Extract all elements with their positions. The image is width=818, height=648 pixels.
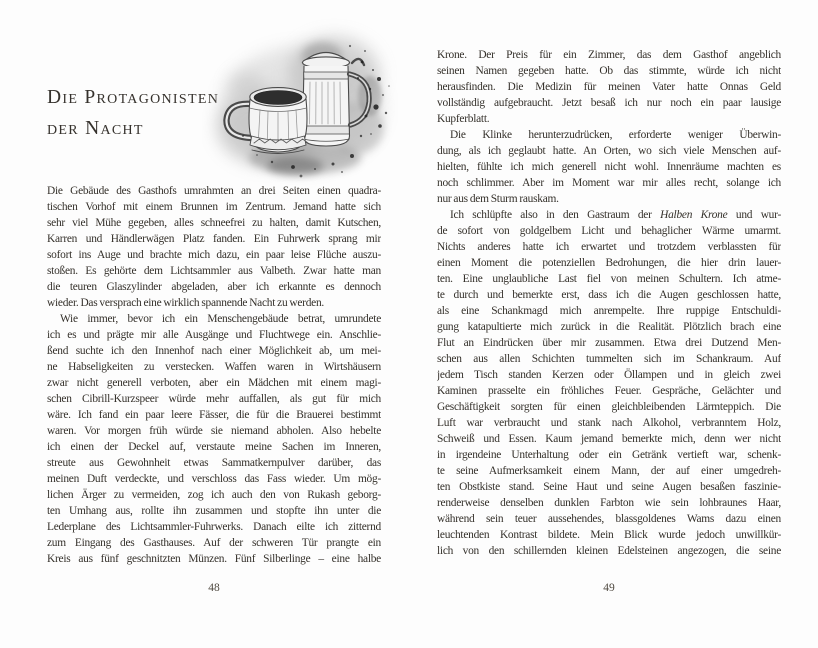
text-line: seinen Namen gegeben hatte. Ob das stimmte, würde ich nicht xyxy=(437,65,781,77)
text-line: lichen Ärger zu vermeiden, zog ich auch den von Rukash geborg- xyxy=(47,489,381,501)
text-line: Kaminen prasselte ein fröhliches Feuer. Gespräche, Gelächter und xyxy=(437,385,781,397)
text-line: hielten, fühlte ich mich generell nicht wohl. Innenräume machten es xyxy=(437,161,781,173)
text-line: Kupferblatt. xyxy=(437,113,490,125)
text-line: zwar nicht generell verboten, aber ein Mädchen mit einem magi- xyxy=(47,377,381,389)
text-line: zum Eingang des Gasthauses. Auf der schweren Tür prangte ein xyxy=(47,537,381,549)
text-line: wäre. Ich fand ein paar leere Fässer, die für die Brauerei bestimmt xyxy=(47,409,381,421)
text-line: schen Cibrill-Kurzspeer würde mehr auffallen, als gut für mich xyxy=(47,393,381,405)
text-line: ich es und prägte mir alle Ausgänge und Fluchtwege ein. Anschlie- xyxy=(47,329,381,341)
text-line: schen aus allen Schichten tummelten sich im Schankraum. Auf xyxy=(437,353,781,365)
text-line: sofort ins Auge und brachte mich dazu, ein paar leise Flüche auszu- xyxy=(47,249,381,261)
text-line: renderweise denselben dunklen Farbton wie sein lohbraunes Haar, xyxy=(437,497,781,509)
text-line: te durch und bemerkte erst, dass ich die Augen geschlossen hatte, xyxy=(437,289,781,301)
text-line: jedem Tisch standen Kerzen oder Öllampen und in gleich zwei xyxy=(437,369,781,381)
paragraph xyxy=(47,183,381,311)
text-line: te seine Aufmerksamkeit einem Mann, der auf einer umgedreh- xyxy=(437,465,781,477)
text-line: leuchtenden Kontrast bildete. Mein Blick wurde jedoch unwillkür- xyxy=(437,529,781,541)
text-line: noch schlimmer. Aber im Moment war mir alles recht, solange ich xyxy=(437,177,781,189)
text-line: Lederplane des Lichtsammler-Fuhrwerks. Danach eilte ich zitternd xyxy=(47,521,381,533)
text-line: einen Moment die potenziellen Bedrohungen, die hier drin lauer- xyxy=(437,257,781,269)
text-line: lich von den schillernden kleinen Edelsteinen angezogen, die seine xyxy=(437,545,781,557)
text-line: Die Klinke herunterzudrücken, erforderte weniger Überwin- xyxy=(450,129,781,141)
text-line: Geschäftigkeit sorgten für einen gleichbleibenden Lärmteppich. Die xyxy=(437,401,781,413)
text-line: sehr viel Mühe gegeben, alles schneefrei zu halten, damit Kutschen, xyxy=(47,217,381,229)
right-page-number: 49 xyxy=(603,582,615,594)
text-line: waren. Vor morgen früh würde sie niemand abholen. Also hebelte xyxy=(47,425,381,437)
text-line: Die Gebäude des Gasthofs umrahmten an drei Seiten einen quadra- xyxy=(47,185,381,197)
text-line: streute aus Gewohnheit etwas Sammatkernpulver darüber, das xyxy=(47,457,381,469)
text-line: ten Umhang aus, rollte ihn zusammen und stopfte ihn unter die xyxy=(47,505,381,517)
text-line: Kreis aus fünf geschnitzten Münzen. Fünf Silberlinge – eine halbe xyxy=(47,553,381,565)
text-line: tischen Vorhof mit einem Brunnen im Zentrum. Jemand hatte sich xyxy=(47,201,381,213)
paragraph xyxy=(437,207,781,559)
paragraph xyxy=(437,127,781,207)
text-line: während sein teuer aussehendes, blassgoldenes Wams dazu einen xyxy=(437,513,781,525)
text-line: ten. Eine unglaubliche Last fiel von meinen Schultern. Ich atme- xyxy=(437,273,781,285)
text-line: Schweiß und Essen. Kaum jemand bemerkte mich, denn wer nicht xyxy=(437,433,781,445)
text-line: Ich schlüpfte also in den Gastraum der Halben Krone und wur- xyxy=(450,209,781,221)
text-line: meinen Duft verdeckte, und verschloss das Fass wieder. Um mög- xyxy=(47,473,381,485)
text-line: nur aus dem Sturm rauskam. xyxy=(437,193,559,205)
text-line: ßend suchte ich den Innenhof nach einer Möglichkeit ab, um mei- xyxy=(47,345,381,357)
text-line: vollständig aufgebraucht. Jetzt besaß ich nur noch ein paar lausige xyxy=(437,97,781,109)
text-line: wieder. Das versprach eine wirklich spannende Nacht zu werden. xyxy=(47,297,325,309)
text-line: Karren und Händlerwägen Platz fanden. Ein Fuhrwerk sprang mir xyxy=(47,233,381,245)
chapter-title-line1: Die Protagonisten xyxy=(47,87,220,108)
left-page-number: 48 xyxy=(208,582,220,594)
right-page-body xyxy=(437,47,781,559)
text-line: Luft war verbraucht und stank nach Alkohol, verbranntem Holz, xyxy=(437,417,781,429)
text-line: in irgendeine Unterhaltung oder ein Getränk vertieft war, schenk- xyxy=(437,449,781,461)
text-line: Wie immer, bevor ich ein Menschengebäude betrat, umrundete xyxy=(60,313,381,325)
beer-mugs-illustration xyxy=(202,16,398,186)
text-line: de sofort von goldgelbem Licht und behaglicher Wärme umarmt. xyxy=(437,225,781,237)
text-line: herausfinden. Die Medizin für meinen Vater hatte Onnas Geld xyxy=(437,81,781,93)
text-line: als eine Schankmagd mich anrempelte. Ihre ruppige Entschuldi- xyxy=(437,305,781,317)
left-page-body xyxy=(47,183,381,567)
text-line: dung, als ich geglaubt hatte. An Orten, wo sich viele Menschen auf- xyxy=(437,145,781,157)
text-line: ten Obstkiste stand. Seine Haut und seine Augen besaßen faszinie- xyxy=(437,481,781,493)
text-line: Nichts anderes hatte ich erwartet und trotzdem verblassten für xyxy=(437,241,781,253)
text-line: die teuren Glaszylinder abgeladen, aber ich erkannte es dennoch xyxy=(47,281,381,293)
text-line: gung katapultierte mich zurück in die Realität. Plötzlich brach eine xyxy=(437,321,781,333)
text-line: stoßen. Es gehörte dem Lichtsammler aus Valbeth. Zwar hatte man xyxy=(47,265,381,277)
text-line: ne Habseligkeiten zu verstecken. Waffen waren in Wirtshäusern xyxy=(47,361,381,373)
text-line: ich einen der Deckel auf, verstaute meine Sachen im Inneren, xyxy=(47,441,381,453)
paragraph xyxy=(47,311,381,567)
paragraph xyxy=(437,47,781,127)
text-line: Krone. Der Preis für ein Zimmer, das dem Gasthof angeblich xyxy=(437,49,781,61)
text-line: Flut an Eindrücken über mir zusammen. Etwa drei Dutzend Men- xyxy=(437,337,781,349)
chapter-title-line2: der Nacht xyxy=(47,118,144,139)
